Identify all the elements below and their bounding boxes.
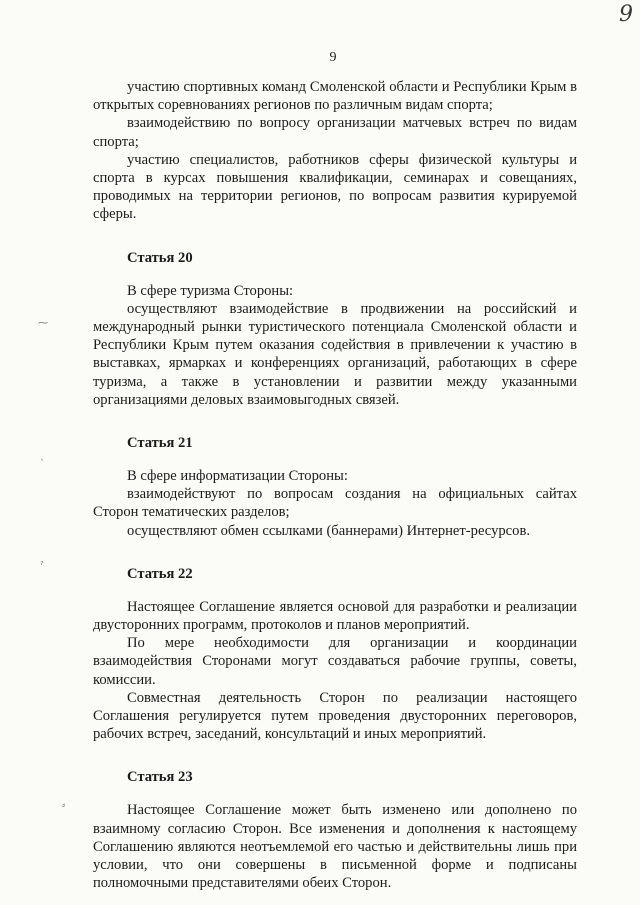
article-heading-22: Статья 22 [127,565,193,582]
paragraph: Настоящее Соглашение может быть изменено или дополнено по взаимному согласию Сторон. Все изменения и дополнения к настоящему Соглашению являются неотъемлемой его частью и действительны лишь при условии, что они совершены в письменной форме и подписаны полномочными представителями обеих Сторон. [93,802,577,892]
paragraph: В сфере туризма Стороны: [127,282,294,299]
paragraph: В сфере информатизации Стороны: [127,468,348,485]
paragraph: осуществляют взаимодействие в продвижении на российский и международный рынки туристического потенциала Смоленской области и Республики Крым путем оказания содействия в привлечении к участию в выставках, ярмарках и конференциях организаций, работающих в сфере туризма, а также в установлении и развитии между указанными организациями деловых взаимовыгодных связей. [93,300,577,408]
handwritten-page-number: 9 [619,2,633,27]
scan-mark: ˀ [40,560,44,571]
article-heading-21: Статья 21 [127,435,193,452]
scan-mark: ⁓ [38,318,48,329]
page-number: 9 [329,50,337,65]
paragraph: осуществляют обмен ссылками (баннерами) Интернет-ресурсов. [127,522,530,539]
paragraph: участию спортивных команд Смоленской области и Республики Крым в открытых соревнованиях регионов по различным видам спорта; [93,79,577,114]
paragraph: Настоящее Соглашение является основой для разработки и реализации двусторонних программ, протоколов и планов мероприятий. [93,598,577,634]
document-body [93,78,577,893]
article-heading-23: Статья 23 [127,769,193,786]
paragraph: участию специалистов, работников сферы физической культуры и спорта в курсах повышения квалификации, семинарах и совещаниях, проводимых на территории регионов, по вопросам развития курируемой сферы. [93,151,577,223]
scan-mark: ˎ [40,450,45,461]
paragraph: По мере необходимости для организации и координации взаимодействия Сторонами могут создаваться рабочие группы, советы, комиссии. [93,635,577,688]
scan-mark: ⸗ [62,800,66,811]
paragraph: взаимодействуют по вопросам создания на официальных сайтах Сторон тематических разделов; [93,486,577,521]
paragraph: Совместная деятельность Сторон по реализации настоящего Соглашения регулируется путем проведения двусторонних переговоров, рабочих встреч, заседаний, консультаций и иных мероприятий. [93,689,577,743]
article-heading-20: Статья 20 [127,249,193,266]
paragraph: взаимодействию по вопросу организации матчевых встреч по видам спорта; [93,115,577,150]
